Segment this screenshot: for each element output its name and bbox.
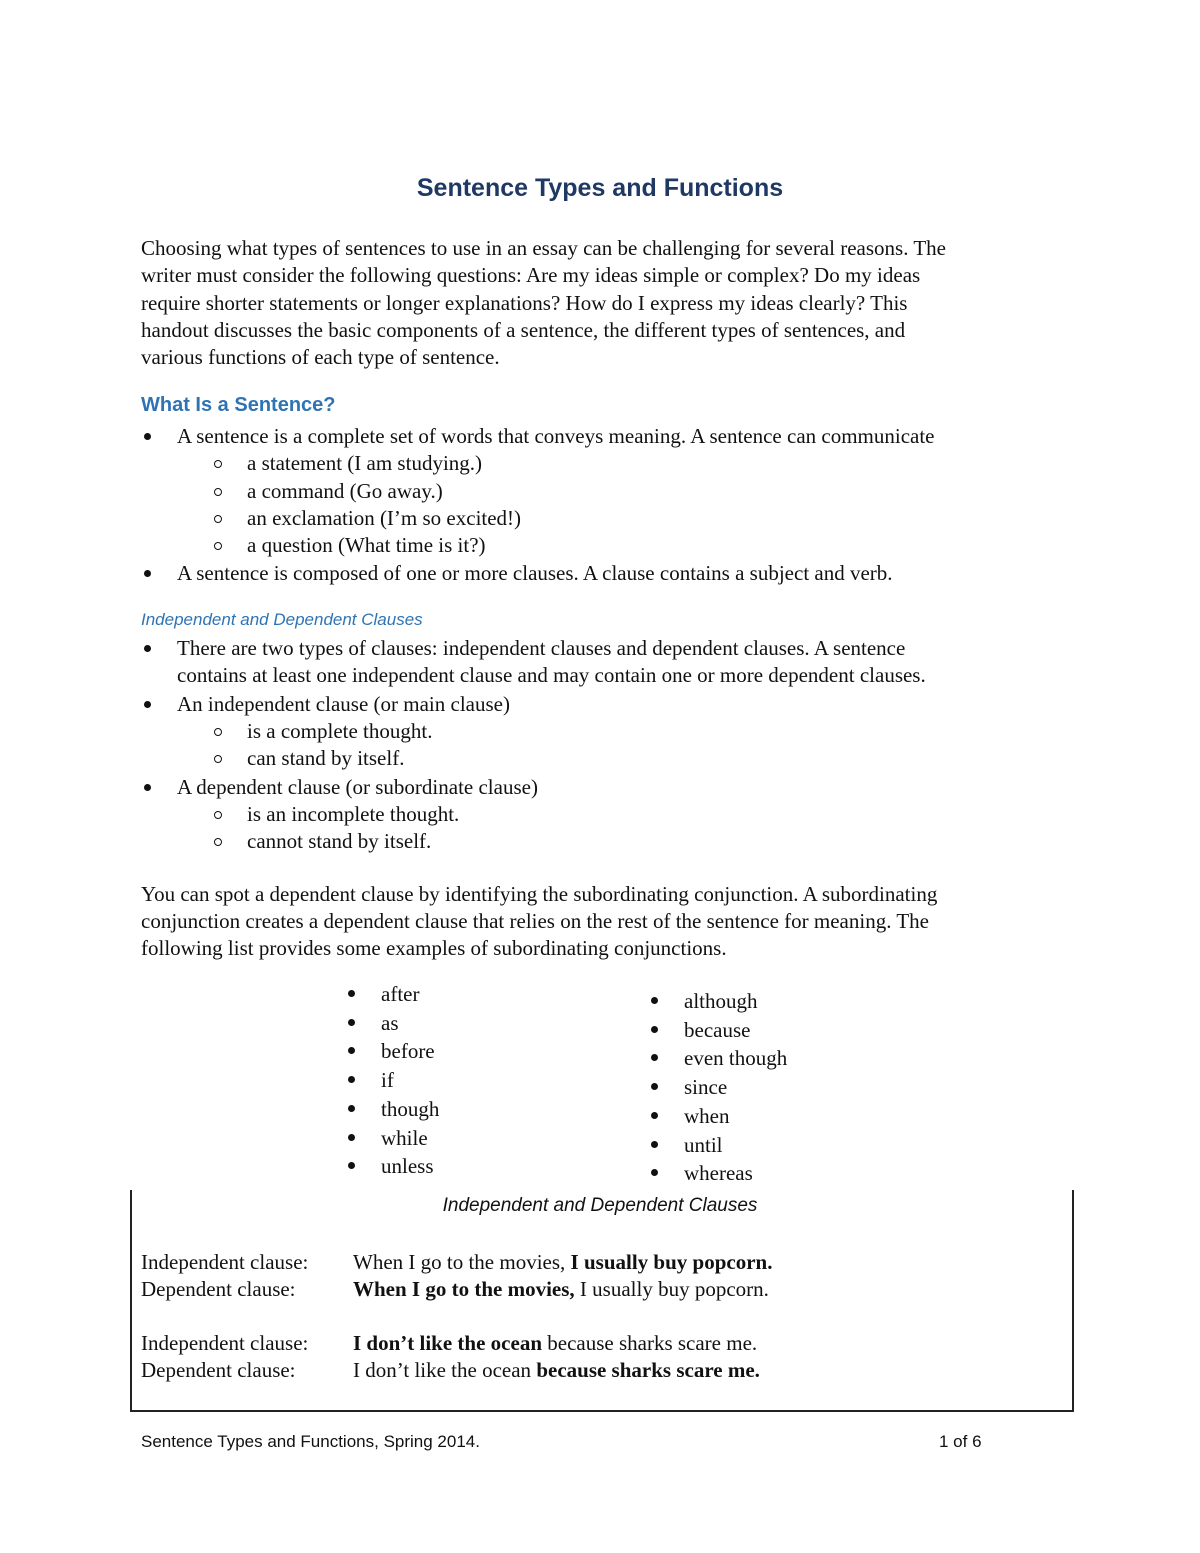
bullet-icon	[651, 1054, 658, 1061]
conjunction-item: if	[381, 1068, 394, 1093]
sentence-bold-clause: I don’t like the ocean	[353, 1331, 542, 1355]
example-box-caption: Independent and Dependent Clauses	[442, 1195, 758, 1216]
sentence-normal-part: I usually buy popcorn.	[574, 1277, 769, 1301]
sub-bullet-text: is an incomplete thought.	[247, 802, 460, 826]
bullet-icon	[144, 433, 151, 440]
sub-bullet-text: cannot stand by itself.	[247, 829, 432, 853]
sub-bullet-text: a question (What time is it?)	[247, 533, 486, 557]
sentence-bold-clause: I usually buy popcorn.	[570, 1250, 773, 1274]
example-sentence	[353, 1358, 760, 1382]
bullet-icon	[348, 1076, 355, 1083]
page-title: Sentence Types and Functions	[416, 174, 784, 202]
bullet-text: An independent clause (or main clause)	[177, 692, 510, 716]
bullet-text: A sentence is a complete set of words that conveys meaning. A sentence can communicate	[177, 424, 935, 448]
section-heading: What Is a Sentence?	[141, 394, 336, 416]
text-line: conjunction creates a dependent clause that relies on the rest of the sentence for meaning. The	[141, 909, 929, 933]
conjunction-item: until	[684, 1132, 723, 1157]
bullet-icon	[348, 990, 355, 997]
row-label: Independent clause:	[141, 1250, 309, 1274]
conjunction-item: because	[684, 1017, 751, 1042]
row-label: Independent clause:	[141, 1331, 309, 1355]
circle-bullet-icon	[214, 811, 222, 819]
bullet-icon	[144, 784, 151, 791]
sentence-bold-clause: because sharks scare me.	[536, 1358, 760, 1382]
conjunction-item: although	[684, 989, 758, 1013]
text-line: require shorter statements or longer explanations? How do I express my ideas clearly? This	[141, 291, 908, 315]
conjunction-item: whereas	[684, 1161, 753, 1186]
bullet-icon	[651, 997, 658, 1004]
bullet-icon	[144, 570, 151, 577]
conjunction-item: unless	[381, 1154, 434, 1179]
circle-bullet-icon	[214, 488, 222, 496]
example-sentence	[353, 1250, 772, 1274]
bullet-icon	[348, 1162, 355, 1169]
bullet-text: A sentence is composed of one or more clauses. A clause contains a subject and verb.	[177, 561, 893, 585]
circle-bullet-icon	[214, 755, 222, 763]
conjunction-item: while	[381, 1125, 428, 1150]
conjunction-item: even though	[684, 1046, 788, 1071]
sub-bullet-text: a statement (I am studying.)	[247, 451, 483, 475]
circle-bullet-icon	[214, 838, 222, 846]
text-line: various functions of each type of sentence.	[141, 345, 500, 369]
bullet-text: A dependent clause (or subordinate clause)	[177, 775, 538, 799]
sub-bullet-text: a command (Go away.)	[247, 479, 443, 503]
sentence-normal-part: When I go to the movies,	[353, 1250, 571, 1274]
bullet-icon	[651, 1026, 658, 1033]
sentence-bold-clause: When I go to the movies,	[353, 1277, 575, 1301]
bullet-icon	[651, 1141, 658, 1148]
text-line: handout discusses the basic components of a sentence, the different types of sentences, and	[141, 318, 906, 342]
sentence-normal-part: because sharks scare me.	[542, 1331, 758, 1355]
bullet-icon	[651, 1083, 658, 1090]
text-line: Choosing what types of sentences to use in an essay can be challenging for several reasons. The	[141, 236, 946, 260]
conjunction-item: though	[381, 1096, 440, 1121]
text-line: following list provides some examples of subordinating conjunctions.	[141, 936, 727, 960]
sub-bullet-text: is a complete thought.	[247, 719, 433, 743]
page-number: 1 of 6	[939, 1432, 982, 1451]
bullet-text: contains at least one independent clause and may contain one or more dependent clauses.	[177, 663, 926, 687]
conjunction-item: when	[684, 1103, 730, 1128]
example-sentence	[353, 1277, 769, 1301]
row-label: Dependent clause:	[141, 1358, 296, 1382]
conjunction-item: as	[381, 1010, 399, 1035]
text-line: You can spot a dependent clause by identifying the subordinating conjunction. A subordinating	[141, 882, 938, 906]
text-line: writer must consider the following questions: Are my ideas simple or complex? Do my ideas	[141, 263, 921, 287]
circle-bullet-icon	[214, 460, 222, 468]
circle-bullet-icon	[214, 515, 222, 523]
bullet-icon	[651, 1169, 658, 1176]
example-sentence	[353, 1331, 757, 1355]
bullet-icon	[348, 1105, 355, 1112]
bullet-icon	[348, 1019, 355, 1026]
conjunction-item: before	[381, 1039, 435, 1064]
sub-bullet-text: an exclamation (I’m so excited!)	[247, 506, 522, 530]
bullet-icon	[348, 1047, 355, 1054]
sentence-normal-part: I don’t like the ocean	[353, 1358, 537, 1382]
subsection-heading: Independent and Dependent Clauses	[141, 610, 423, 629]
conjunction-item: after	[381, 982, 420, 1006]
conjunction-item: since	[684, 1075, 728, 1100]
bullet-icon	[144, 701, 151, 708]
bullet-text: There are two types of clauses: independent clauses and dependent clauses. A sentence	[177, 636, 906, 660]
circle-bullet-icon	[214, 728, 222, 736]
bullet-icon	[144, 645, 151, 652]
circle-bullet-icon	[214, 542, 222, 550]
bullet-icon	[348, 1134, 355, 1141]
bullet-icon	[651, 1112, 658, 1119]
row-label: Dependent clause:	[141, 1277, 296, 1301]
footer-title: Sentence Types and Functions, Spring 2014.	[141, 1432, 480, 1451]
sub-bullet-text: can stand by itself.	[247, 746, 405, 770]
